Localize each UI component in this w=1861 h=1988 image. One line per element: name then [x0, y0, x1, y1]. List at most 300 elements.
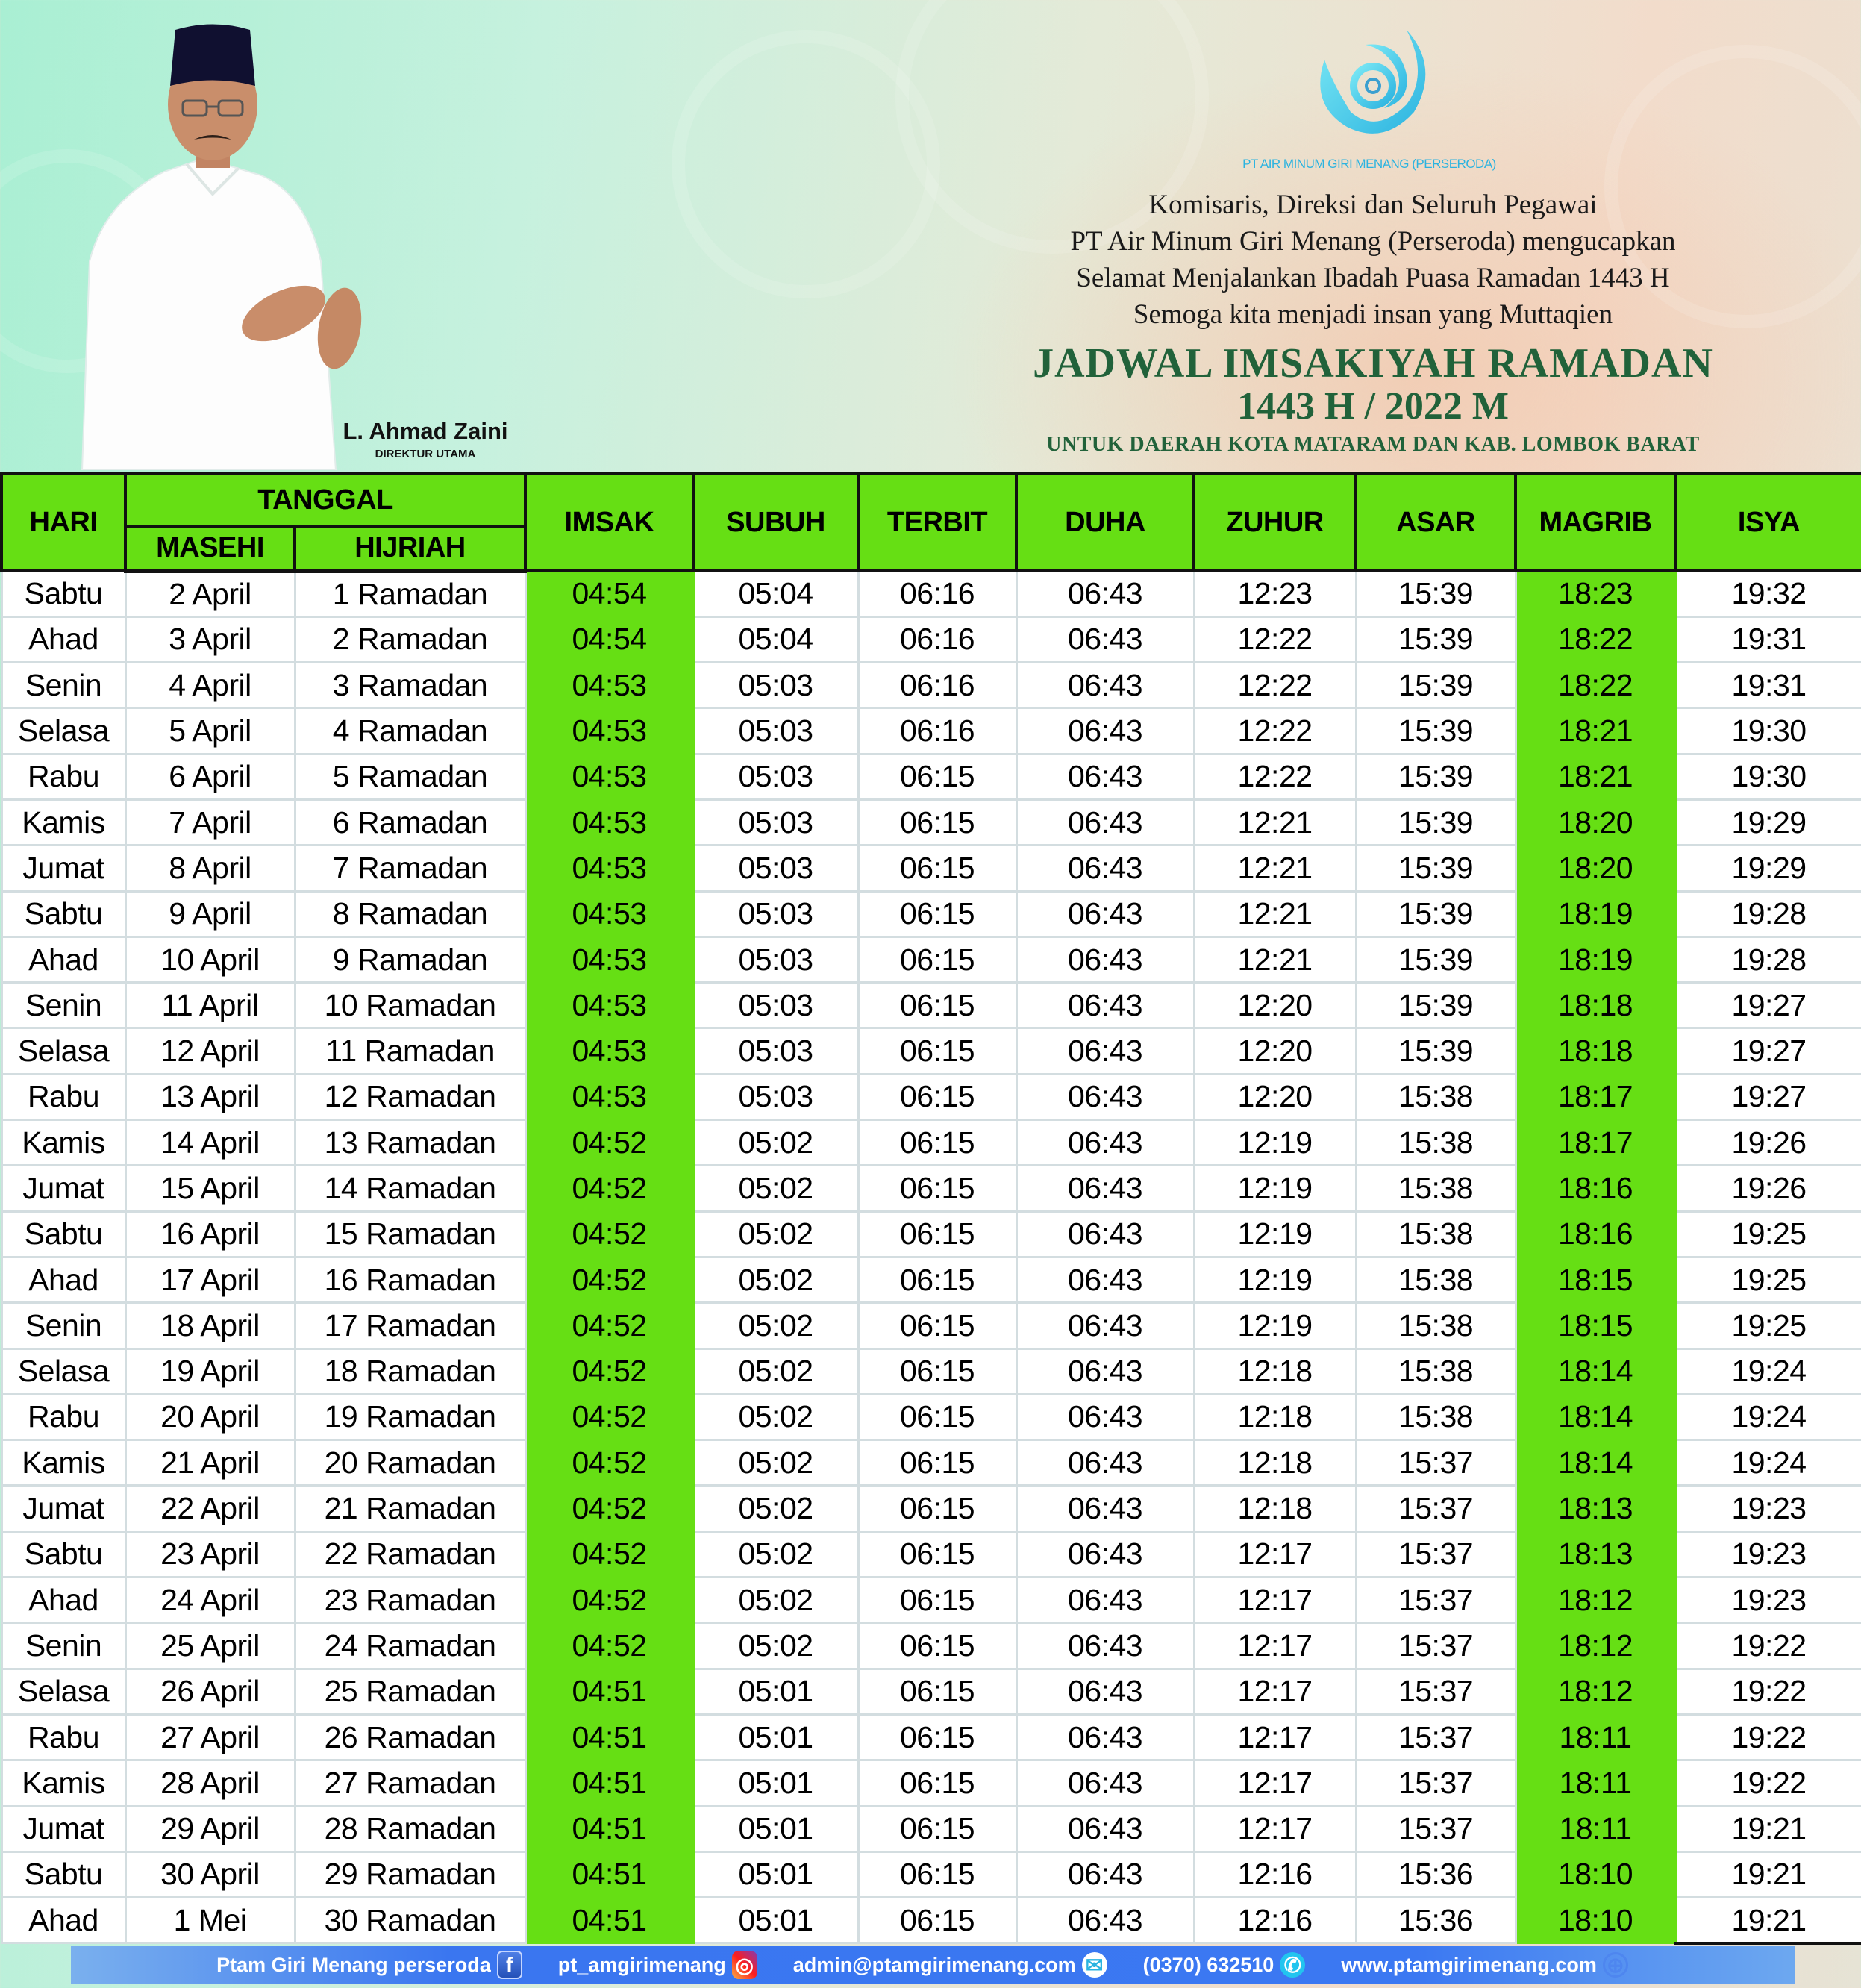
- cell-asar: 15:37: [1356, 1623, 1516, 1669]
- cell-hijriah: 24 Ramadan: [295, 1623, 525, 1669]
- table-row: [1, 1578, 1861, 1623]
- cell-duha: 06:43: [1016, 845, 1194, 891]
- cell-isya: 19:23: [1675, 1531, 1861, 1577]
- cell-imsak: 04:52: [525, 1211, 693, 1257]
- cell-zuhur: 12:19: [1194, 1211, 1356, 1257]
- header-hari: HARI: [1, 474, 125, 571]
- cell-masehi: 7 April: [125, 799, 295, 845]
- page-subtitle-region: UNTUK DAERAH KOTA MATARAM DAN KAB. LOMBOK BARAT: [1046, 433, 1700, 456]
- cell-zuhur: 12:17: [1194, 1806, 1356, 1851]
- cell-imsak: 04:51: [525, 1806, 693, 1851]
- cell-duha: 06:43: [1016, 1166, 1194, 1211]
- cell-isya: 19:24: [1675, 1348, 1861, 1394]
- cell-magrib: 18:14: [1516, 1348, 1675, 1394]
- director-name: L. Ahmad Zaini: [343, 418, 508, 444]
- cell-hijriah: 4 Ramadan: [295, 708, 525, 754]
- cell-masehi: 27 April: [125, 1714, 295, 1760]
- cell-masehi: 17 April: [125, 1257, 295, 1302]
- cell-hijriah: 27 Ramadan: [295, 1760, 525, 1806]
- cell-subuh: 05:04: [693, 616, 858, 662]
- footer-contact-label: admin@ptamgirimenang.com: [792, 1953, 1076, 1976]
- cell-asar: 15:36: [1356, 1898, 1516, 1943]
- cell-hijriah: 1 Ramadan: [295, 571, 525, 616]
- cell-asar: 15:39: [1356, 845, 1516, 891]
- cell-magrib: 18:11: [1516, 1760, 1675, 1806]
- table-row: [1, 1211, 1861, 1257]
- cell-isya: 19:22: [1675, 1669, 1861, 1714]
- instagram-icon: ◎: [732, 1951, 757, 1979]
- cell-imsak: 04:53: [525, 663, 693, 708]
- cell-hari: Jumat: [1, 1486, 125, 1531]
- cell-asar: 15:39: [1356, 799, 1516, 845]
- cell-magrib: 18:19: [1516, 891, 1675, 937]
- cell-subuh: 05:02: [693, 1166, 858, 1211]
- cell-subuh: 05:03: [693, 891, 858, 937]
- cell-imsak: 04:54: [525, 616, 693, 662]
- cell-asar: 15:37: [1356, 1486, 1516, 1531]
- cell-hari: Rabu: [1, 1714, 125, 1760]
- cell-hari: Ahad: [1, 1898, 125, 1943]
- cell-terbit: 06:15: [858, 1669, 1016, 1714]
- cell-magrib: 18:17: [1516, 1074, 1675, 1119]
- table-row: [1, 1531, 1861, 1577]
- cell-hijriah: 20 Ramadan: [295, 1440, 525, 1486]
- cell-terbit: 06:15: [858, 937, 1016, 982]
- cell-hijriah: 10 Ramadan: [295, 983, 525, 1028]
- phone-icon: ✆: [1280, 1952, 1305, 1978]
- cell-isya: 19:30: [1675, 708, 1861, 754]
- cell-imsak: 04:51: [525, 1851, 693, 1897]
- cell-hijriah: 15 Ramadan: [295, 1211, 525, 1257]
- cell-hari: Rabu: [1, 1074, 125, 1119]
- cell-subuh: 05:01: [693, 1851, 858, 1897]
- cell-imsak: 04:52: [525, 1440, 693, 1486]
- cell-imsak: 04:53: [525, 937, 693, 982]
- cell-duha: 06:43: [1016, 1623, 1194, 1669]
- cell-magrib: 18:20: [1516, 799, 1675, 845]
- table-row: [1, 754, 1861, 799]
- cell-terbit: 06:15: [858, 1257, 1016, 1302]
- cell-masehi: 28 April: [125, 1760, 295, 1806]
- cell-hijriah: 18 Ramadan: [295, 1348, 525, 1394]
- cell-terbit: 06:15: [858, 845, 1016, 891]
- cell-asar: 15:38: [1356, 1211, 1516, 1257]
- cell-hijriah: 11 Ramadan: [295, 1028, 525, 1074]
- cell-magrib: 18:22: [1516, 616, 1675, 662]
- cell-imsak: 04:52: [525, 1578, 693, 1623]
- cell-zuhur: 12:19: [1194, 1120, 1356, 1166]
- cell-magrib: 18:12: [1516, 1578, 1675, 1623]
- cell-hijriah: 5 Ramadan: [295, 754, 525, 799]
- company-logo-caption: PT AIR MINUM GIRI MENANG (PERSERODA): [1242, 157, 1496, 171]
- cell-imsak: 04:52: [525, 1394, 693, 1440]
- cell-hari: Jumat: [1, 1166, 125, 1211]
- cell-magrib: 18:16: [1516, 1166, 1675, 1211]
- cell-masehi: 25 April: [125, 1623, 295, 1669]
- cell-hari: Selasa: [1, 708, 125, 754]
- cell-isya: 19:29: [1675, 845, 1861, 891]
- cell-terbit: 06:16: [858, 571, 1016, 616]
- cell-asar: 15:37: [1356, 1578, 1516, 1623]
- cell-zuhur: 12:21: [1194, 937, 1356, 982]
- table-row: [1, 1120, 1861, 1166]
- cell-asar: 15:37: [1356, 1531, 1516, 1577]
- cell-masehi: 24 April: [125, 1578, 295, 1623]
- cell-terbit: 06:15: [858, 1166, 1016, 1211]
- cell-duha: 06:43: [1016, 708, 1194, 754]
- cell-imsak: 04:52: [525, 1531, 693, 1577]
- cell-asar: 15:37: [1356, 1440, 1516, 1486]
- cell-terbit: 06:15: [858, 1486, 1016, 1531]
- cell-magrib: 18:14: [1516, 1394, 1675, 1440]
- cell-magrib: 18:18: [1516, 983, 1675, 1028]
- cell-asar: 15:39: [1356, 571, 1516, 616]
- cell-zuhur: 12:18: [1194, 1440, 1356, 1486]
- cell-zuhur: 12:22: [1194, 754, 1356, 799]
- cell-duha: 06:43: [1016, 1760, 1194, 1806]
- cell-hari: Kamis: [1, 1760, 125, 1806]
- cell-masehi: 22 April: [125, 1486, 295, 1531]
- cell-imsak: 04:53: [525, 1028, 693, 1074]
- cell-magrib: 18:12: [1516, 1623, 1675, 1669]
- cell-subuh: 05:02: [693, 1348, 858, 1394]
- director-portrait: [37, 15, 388, 470]
- cell-masehi: 23 April: [125, 1531, 295, 1577]
- cell-imsak: 04:51: [525, 1669, 693, 1714]
- cell-duha: 06:43: [1016, 754, 1194, 799]
- cell-masehi: 26 April: [125, 1669, 295, 1714]
- cell-zuhur: 12:17: [1194, 1578, 1356, 1623]
- table-row: [1, 983, 1861, 1028]
- cell-imsak: 04:53: [525, 708, 693, 754]
- cell-masehi: 10 April: [125, 937, 295, 982]
- cell-duha: 06:43: [1016, 1714, 1194, 1760]
- imsakiyah-schedule-table: [0, 472, 1861, 1945]
- cell-magrib: 18:18: [1516, 1028, 1675, 1074]
- cell-duha: 06:43: [1016, 1394, 1194, 1440]
- cell-magrib: 18:21: [1516, 708, 1675, 754]
- cell-imsak: 04:53: [525, 754, 693, 799]
- header-asar: ASAR: [1356, 474, 1516, 571]
- cell-asar: 15:39: [1356, 1028, 1516, 1074]
- footer-contact-bar: [71, 1946, 1795, 1984]
- cell-terbit: 06:15: [858, 1714, 1016, 1760]
- cell-isya: 19:25: [1675, 1303, 1861, 1348]
- cell-hijriah: 21 Ramadan: [295, 1486, 525, 1531]
- cell-isya: 19:22: [1675, 1623, 1861, 1669]
- cell-hari: Ahad: [1, 1578, 125, 1623]
- cell-subuh: 05:01: [693, 1714, 858, 1760]
- table-row: [1, 1257, 1861, 1302]
- cell-hijriah: 12 Ramadan: [295, 1074, 525, 1119]
- cell-magrib: 18:21: [1516, 754, 1675, 799]
- cell-asar: 15:38: [1356, 1074, 1516, 1119]
- cell-zuhur: 12:17: [1194, 1623, 1356, 1669]
- table-row: [1, 845, 1861, 891]
- cell-isya: 19:21: [1675, 1806, 1861, 1851]
- cell-asar: 15:39: [1356, 937, 1516, 982]
- cell-isya: 19:21: [1675, 1898, 1861, 1943]
- table-row: [1, 1394, 1861, 1440]
- cell-zuhur: 12:20: [1194, 1074, 1356, 1119]
- cell-terbit: 06:15: [858, 1028, 1016, 1074]
- cell-asar: 15:38: [1356, 1394, 1516, 1440]
- cell-hari: Kamis: [1, 799, 125, 845]
- cell-terbit: 06:15: [858, 1578, 1016, 1623]
- cell-imsak: 04:52: [525, 1623, 693, 1669]
- cell-terbit: 06:16: [858, 663, 1016, 708]
- cell-zuhur: 12:19: [1194, 1166, 1356, 1211]
- header-magrib: MAGRIB: [1516, 474, 1675, 571]
- cell-asar: 15:39: [1356, 663, 1516, 708]
- cell-subuh: 05:02: [693, 1623, 858, 1669]
- header-hijriah: HIJRIAH: [295, 526, 525, 571]
- table-row: [1, 937, 1861, 982]
- cell-duha: 06:43: [1016, 616, 1194, 662]
- cell-magrib: 18:11: [1516, 1714, 1675, 1760]
- cell-masehi: 5 April: [125, 708, 295, 754]
- greeting-message: [925, 187, 1821, 333]
- cell-isya: 19:23: [1675, 1486, 1861, 1531]
- cell-isya: 19:24: [1675, 1394, 1861, 1440]
- header-duha: DUHA: [1016, 474, 1194, 571]
- table-row: [1, 1440, 1861, 1486]
- footer-contact-item[interactable]: [793, 1952, 1107, 1978]
- cell-zuhur: 12:18: [1194, 1394, 1356, 1440]
- table-row: [1, 571, 1861, 616]
- cell-isya: 19:21: [1675, 1851, 1861, 1897]
- cell-isya: 19:25: [1675, 1211, 1861, 1257]
- cell-hijriah: 22 Ramadan: [295, 1531, 525, 1577]
- director-title: DIREKTUR UTAMA: [375, 448, 476, 460]
- cell-subuh: 05:03: [693, 663, 858, 708]
- cell-terbit: 06:15: [858, 1303, 1016, 1348]
- cell-imsak: 04:52: [525, 1166, 693, 1211]
- greeting-line: Komisaris, Direksi dan Seluruh Pegawai: [1148, 190, 1598, 220]
- cell-isya: 19:27: [1675, 1074, 1861, 1119]
- cell-hari: Jumat: [1, 1806, 125, 1851]
- cell-hari: Rabu: [1, 754, 125, 799]
- cell-terbit: 06:15: [858, 1531, 1016, 1577]
- footer-contact-item[interactable]: [1143, 1952, 1306, 1978]
- cell-asar: 15:39: [1356, 754, 1516, 799]
- cell-imsak: 04:51: [525, 1898, 693, 1943]
- cell-magrib: 18:10: [1516, 1898, 1675, 1943]
- header-terbit: TERBIT: [858, 474, 1016, 571]
- cell-imsak: 04:54: [525, 571, 693, 616]
- table-row: [1, 799, 1861, 845]
- cell-asar: 15:39: [1356, 708, 1516, 754]
- cell-isya: 19:27: [1675, 983, 1861, 1028]
- cell-masehi: 11 April: [125, 983, 295, 1028]
- table-row: [1, 891, 1861, 937]
- cell-isya: 19:23: [1675, 1578, 1861, 1623]
- cell-hijriah: 23 Ramadan: [295, 1578, 525, 1623]
- cell-hijriah: 28 Ramadan: [295, 1806, 525, 1851]
- facebook-icon: f: [497, 1951, 522, 1979]
- email-icon: ✉: [1082, 1952, 1107, 1978]
- cell-duha: 06:43: [1016, 1211, 1194, 1257]
- cell-subuh: 05:02: [693, 1394, 858, 1440]
- cell-subuh: 05:02: [693, 1257, 858, 1302]
- cell-masehi: 2 April: [125, 571, 295, 616]
- footer-contact-item[interactable]: [1341, 1952, 1628, 1978]
- cell-duha: 06:43: [1016, 1028, 1194, 1074]
- cell-subuh: 05:03: [693, 1074, 858, 1119]
- cell-masehi: 19 April: [125, 1348, 295, 1394]
- cell-subuh: 05:02: [693, 1486, 858, 1531]
- cell-masehi: 30 April: [125, 1851, 295, 1897]
- cell-terbit: 06:15: [858, 1440, 1016, 1486]
- cell-duha: 06:43: [1016, 799, 1194, 845]
- cell-duha: 06:43: [1016, 663, 1194, 708]
- cell-hijriah: 16 Ramadan: [295, 1257, 525, 1302]
- table-row: [1, 1074, 1861, 1119]
- cell-terbit: 06:15: [858, 1898, 1016, 1943]
- cell-asar: 15:37: [1356, 1714, 1516, 1760]
- cell-magrib: 18:15: [1516, 1257, 1675, 1302]
- footer-contact-item[interactable]: [558, 1951, 757, 1979]
- cell-zuhur: 12:17: [1194, 1760, 1356, 1806]
- cell-zuhur: 12:16: [1194, 1851, 1356, 1897]
- cell-subuh: 05:03: [693, 754, 858, 799]
- cell-imsak: 04:53: [525, 983, 693, 1028]
- cell-duha: 06:43: [1016, 1578, 1194, 1623]
- cell-masehi: 6 April: [125, 754, 295, 799]
- cell-zuhur: 12:16: [1194, 1898, 1356, 1943]
- cell-masehi: 13 April: [125, 1074, 295, 1119]
- cell-magrib: 18:12: [1516, 1669, 1675, 1714]
- cell-terbit: 06:15: [858, 1074, 1016, 1119]
- cell-hijriah: 7 Ramadan: [295, 845, 525, 891]
- cell-subuh: 05:01: [693, 1669, 858, 1714]
- cell-subuh: 05:03: [693, 708, 858, 754]
- cell-asar: 15:37: [1356, 1806, 1516, 1851]
- cell-hari: Selasa: [1, 1669, 125, 1714]
- table-row: [1, 1851, 1861, 1897]
- table-row: [1, 663, 1861, 708]
- cell-hari: Senin: [1, 663, 125, 708]
- cell-hijriah: 17 Ramadan: [295, 1303, 525, 1348]
- cell-isya: 19:25: [1675, 1257, 1861, 1302]
- table-row: [1, 616, 1861, 662]
- cell-masehi: 12 April: [125, 1028, 295, 1074]
- cell-terbit: 06:15: [858, 1806, 1016, 1851]
- cell-zuhur: 12:20: [1194, 983, 1356, 1028]
- cell-duha: 06:43: [1016, 1120, 1194, 1166]
- cell-magrib: 18:22: [1516, 663, 1675, 708]
- cell-masehi: 1 Mei: [125, 1898, 295, 1943]
- cell-terbit: 06:15: [858, 1851, 1016, 1897]
- cell-isya: 19:24: [1675, 1440, 1861, 1486]
- cell-magrib: 18:13: [1516, 1486, 1675, 1531]
- cell-asar: 15:38: [1356, 1166, 1516, 1211]
- cell-duha: 06:43: [1016, 1486, 1194, 1531]
- cell-imsak: 04:52: [525, 1120, 693, 1166]
- cell-subuh: 05:02: [693, 1120, 858, 1166]
- cell-asar: 15:37: [1356, 1760, 1516, 1806]
- cell-hari: Sabtu: [1, 1531, 125, 1577]
- cell-masehi: 14 April: [125, 1120, 295, 1166]
- cell-duha: 06:43: [1016, 1074, 1194, 1119]
- cell-imsak: 04:51: [525, 1760, 693, 1806]
- cell-masehi: 18 April: [125, 1303, 295, 1348]
- table-row: [1, 1806, 1861, 1851]
- table-row: [1, 1303, 1861, 1348]
- cell-zuhur: 12:21: [1194, 845, 1356, 891]
- cell-subuh: 05:01: [693, 1806, 858, 1851]
- cell-hari: Sabtu: [1, 571, 125, 616]
- cell-magrib: 18:20: [1516, 845, 1675, 891]
- cell-zuhur: 12:17: [1194, 1669, 1356, 1714]
- cell-subuh: 05:02: [693, 1578, 858, 1623]
- cell-asar: 15:39: [1356, 616, 1516, 662]
- cell-zuhur: 12:22: [1194, 616, 1356, 662]
- cell-subuh: 05:03: [693, 845, 858, 891]
- cell-zuhur: 12:22: [1194, 663, 1356, 708]
- cell-asar: 15:38: [1356, 1257, 1516, 1302]
- cell-hari: Selasa: [1, 1348, 125, 1394]
- cell-asar: 15:38: [1356, 1303, 1516, 1348]
- cell-imsak: 04:53: [525, 799, 693, 845]
- cell-masehi: 4 April: [125, 663, 295, 708]
- cell-masehi: 3 April: [125, 616, 295, 662]
- cell-hijriah: 6 Ramadan: [295, 799, 525, 845]
- cell-hijriah: 9 Ramadan: [295, 937, 525, 982]
- greeting-line: Semoga kita menjadi insan yang Muttaqien: [1133, 299, 1613, 330]
- cell-magrib: 18:13: [1516, 1531, 1675, 1577]
- cell-terbit: 06:15: [858, 1394, 1016, 1440]
- schedule-body: [1, 571, 1861, 1943]
- table-row: [1, 1348, 1861, 1394]
- cell-hari: Kamis: [1, 1120, 125, 1166]
- footer-contact-label: pt_amgirimenang: [557, 1953, 726, 1976]
- cell-magrib: 18:19: [1516, 937, 1675, 982]
- cell-terbit: 06:15: [858, 1623, 1016, 1669]
- cell-duha: 06:43: [1016, 1669, 1194, 1714]
- cell-terbit: 06:16: [858, 708, 1016, 754]
- footer-contact-label: Ptam Giri Menang perseroda: [216, 1953, 491, 1976]
- cell-subuh: 05:02: [693, 1211, 858, 1257]
- footer-contact-label: www.ptamgirimenang.com: [1341, 1953, 1597, 1976]
- cell-terbit: 06:15: [858, 983, 1016, 1028]
- cell-subuh: 05:03: [693, 937, 858, 982]
- cell-magrib: 18:23: [1516, 571, 1675, 616]
- table-row: [1, 1714, 1861, 1760]
- page-subtitle-year: 1443 H / 2022 M: [1237, 385, 1509, 428]
- cell-masehi: 20 April: [125, 1394, 295, 1440]
- header-tanggal: TANGGAL: [125, 474, 525, 526]
- cell-isya: 19:22: [1675, 1714, 1861, 1760]
- cell-terbit: 06:15: [858, 891, 1016, 937]
- table-row: [1, 1760, 1861, 1806]
- cell-subuh: 05:03: [693, 1028, 858, 1074]
- cell-magrib: 18:15: [1516, 1303, 1675, 1348]
- cell-hijriah: 3 Ramadan: [295, 663, 525, 708]
- cell-hari: Sabtu: [1, 891, 125, 937]
- cell-duha: 06:43: [1016, 891, 1194, 937]
- table-row: [1, 1166, 1861, 1211]
- cell-zuhur: 12:19: [1194, 1303, 1356, 1348]
- globe-icon: ⊕: [1603, 1952, 1628, 1978]
- cell-hari: Jumat: [1, 845, 125, 891]
- cell-hari: Ahad: [1, 616, 125, 662]
- footer-contact-item[interactable]: [216, 1951, 522, 1979]
- cell-hijriah: 2 Ramadan: [295, 616, 525, 662]
- greeting-line: PT Air Minum Giri Menang (Perseroda) mengucapkan: [1070, 226, 1676, 257]
- cell-asar: 15:38: [1356, 1348, 1516, 1394]
- page-title: JADWAL IMSAKIYAH RAMADAN: [1033, 340, 1713, 387]
